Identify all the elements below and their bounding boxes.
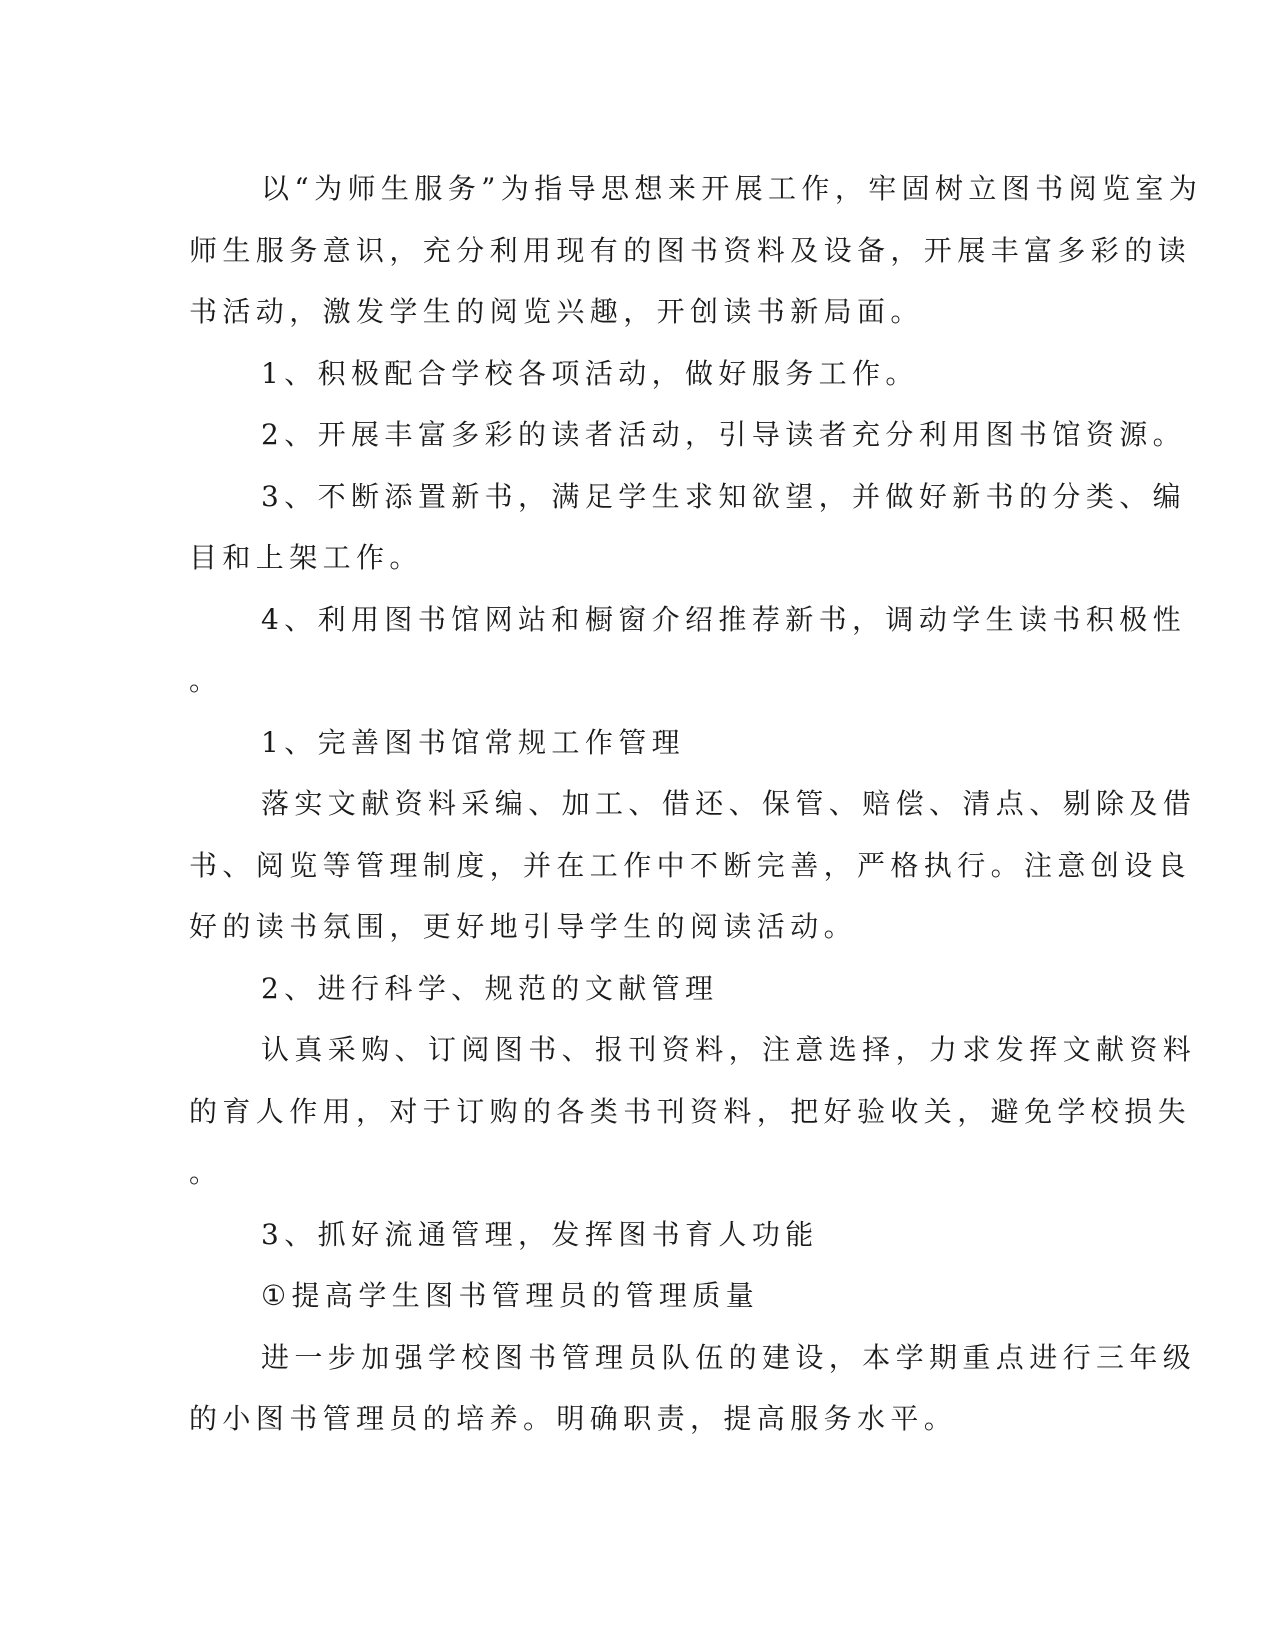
list-item-4 — [189, 589, 1187, 712]
text-line: 书活动，激发学生的阅览兴趣，开创读书新局面。 — [189, 295, 924, 328]
section-body-1 — [189, 773, 1197, 958]
text-line — [189, 1265, 1079, 1327]
text-line: 好的读书氛围，更好地引导学生的阅读活动。 — [189, 910, 858, 943]
subsection-heading-1 — [189, 1265, 1079, 1327]
document-body — [189, 158, 1203, 1450]
text-line: 。 — [189, 1156, 223, 1189]
text-line: 以“为师生服务”为指导思想来开展工作，牢固树立图书阅览室为 — [261, 172, 1203, 205]
subsection-title: 提高学生图书管理员的管理质量 — [291, 1279, 760, 1312]
text-line: 1、积极配合学校各项活动，做好服务工作。 — [261, 356, 919, 390]
text-line: 3、不断添置新书，满足学生求知欲望，并做好新书的分类、编 — [261, 479, 1187, 513]
list-item-1 — [189, 343, 1079, 405]
section-body-2 — [189, 1019, 1197, 1204]
circled-number-marker: ① — [261, 1279, 292, 1312]
text-line: 。 — [189, 664, 223, 697]
section-heading-3 — [189, 1204, 1079, 1266]
section-body-3 — [189, 1327, 1197, 1450]
list-item-2 — [189, 404, 1187, 466]
text-line: 师生服务意识，充分利用现有的图书资料及设备，开展丰富多彩的读 — [189, 233, 1192, 267]
section-heading-1 — [189, 712, 1079, 774]
section-title: 3、抓好流通管理，发挥图书育人功能 — [261, 1217, 819, 1251]
text-line: 进一步加强学校图书管理员队伍的建设，本学期重点进行三年级 — [261, 1340, 1197, 1374]
section-title: 1、完善图书馆常规工作管理 — [261, 725, 686, 759]
text-line: 书、阅览等管理制度，并在工作中不断完善，严格执行。注意创设良 — [189, 848, 1192, 882]
list-item-3 — [189, 466, 1187, 589]
text-line: 认真采购、订阅图书、报刊资料，注意选择，力求发挥文献资料 — [261, 1033, 1197, 1066]
section-heading-2 — [189, 958, 1079, 1020]
intro-paragraph — [189, 158, 1203, 343]
text-line: 落实文献资料采编、加工、借还、保管、赔偿、清点、剔除及借 — [261, 787, 1197, 820]
text-line: 4、利用图书馆网站和橱窗介绍推荐新书，调动学生读书积极性 — [261, 602, 1187, 636]
text-line: 2、开展丰富多彩的读者活动，引导读者充分利用图书馆资源。 — [261, 418, 1187, 451]
text-line: 的小图书管理员的培养。明确职责，提高服务水平。 — [189, 1402, 958, 1435]
text-line: 的育人作用，对于订购的各类书刊资料，把好验收关，避免学校损失 — [189, 1094, 1192, 1128]
text-line: 目和上架工作。 — [189, 541, 423, 574]
section-title: 2、进行科学、规范的文献管理 — [261, 971, 719, 1005]
